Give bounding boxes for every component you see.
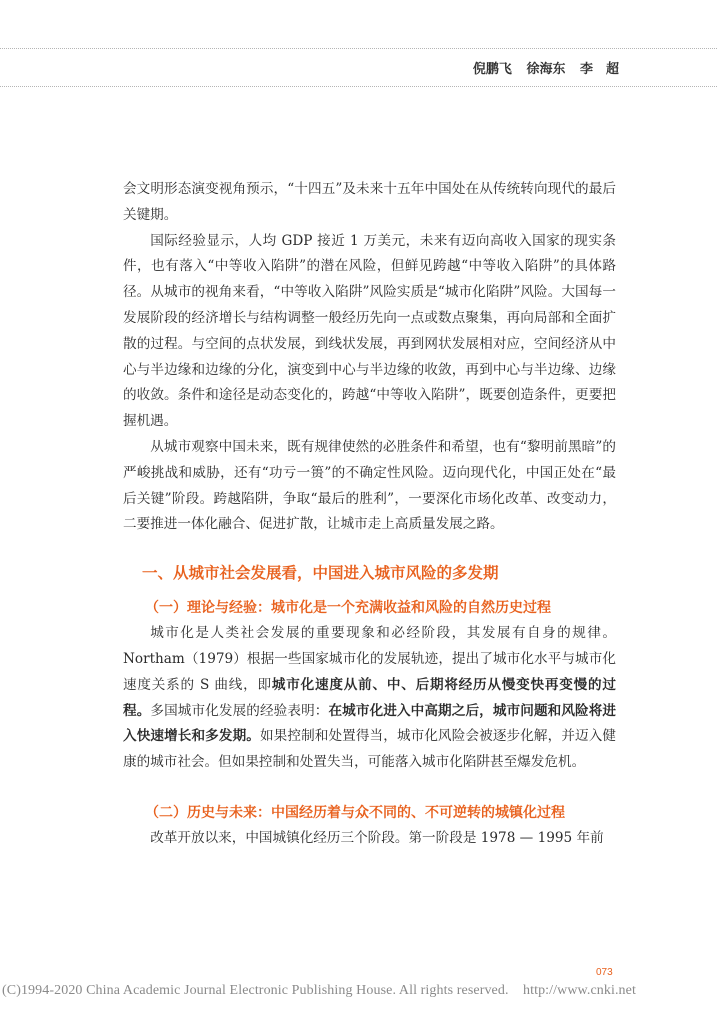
paragraph: 国际经验显示，人均 GDP 接近 1 万美元，未来有迈向高收入国家的现实条件，也有落入“中等收入陷阱”的潜在风险，但鲜见跨越“中等收入陷阱”的具体路径。从城市的视角来看，“中等收入陷阱”风险实质是“城市化陷阱”风险。大国每一发展阶段的经济增长与结构调整一般经历先向一点或数点聚集，再向局部和全面扩散的过程。与空间的点状发展，到线状发展，再到网状发展相对应，空间经济从中心与半边缘和边缘的分化，演变到中心与半边缘的收敛，再到中心与半边缘、边缘的收敛。条件和途径是动态变化的，跨越“中等收入陷阱”，既要创造条件，更要把握机遇。 <box>123 232 616 430</box>
header-bottom-rule <box>0 86 717 87</box>
bold-text: 在城市化进入中高期之后，城市问题和风险将进入快速增长和多发期。 <box>123 702 617 745</box>
paragraph-text: 多国城市化发展的经验表明： <box>150 702 329 719</box>
paragraph-text: 城市化是人类社会发展的重要现象和必经阶段，其发展有自身的规律。Northam（1979）根据一些国家城市化的发展轨迹，提出了城市化水平与城市化速度关系的 S 曲线，即 <box>123 625 616 693</box>
author-name: 倪鹏飞 <box>472 62 512 77</box>
copyright-text: (C)1994-2020 China Academic Journal Electronic Publishing House. All rights reserved. <box>2 983 509 998</box>
article-body <box>123 177 616 852</box>
paragraph: 从城市观察中国未来，既有规律使然的必胜条件和希望，也有“黎明前黑暗”的严峻挑战和威胁，还有“功亏一篑”的不确定性风险。迈向现代化，中国正处在“最后关键”阶段。跨越陷阱，争取“最后的胜利”，一要深化市场化改革、改变动力，二要推进一体化融合、促进扩散，让城市走上高质量发展之路。 <box>123 438 616 533</box>
copyright-footer <box>2 983 717 999</box>
paragraph: 改革开放以来，中国城镇化经历三个阶段。第一阶段是 1978 — 1995 年前 <box>150 829 604 846</box>
header-top-rule <box>0 48 717 49</box>
author-name: 徐海东 <box>526 62 566 77</box>
section-heading: 一、从城市社会发展看，中国进入城市风险的多发期 <box>142 564 499 583</box>
paragraph <box>123 621 616 776</box>
subsection-heading: （二）历史与未来：中国经历着与众不同的、不可逆转的城镇化过程 <box>145 804 565 821</box>
page-number: 073 <box>596 967 613 978</box>
bold-text: 城市化速度从前、中、后期将经历从慢变快再变慢的过程。 <box>123 676 616 719</box>
subsection-heading: （一）理论与经验：城市化是一个充满收益和风险的自然历史过程 <box>145 600 551 617</box>
paragraph-text: 如果控制和处置得当，城市化风险会被逐步化解，并迈入健康的城市社会。但如果控制和处置失当，可能落入城市化陷阱甚至爆发危机。 <box>123 728 617 771</box>
header-authors <box>463 58 619 77</box>
author-name: 李 超 <box>579 62 619 77</box>
site-link[interactable]: http://www.cnki.net <box>522 983 636 998</box>
paragraph: 会文明形态演变视角预示，“十四五”及未来十五年中国处在从传统转向现代的最后关键期。 <box>123 181 616 223</box>
